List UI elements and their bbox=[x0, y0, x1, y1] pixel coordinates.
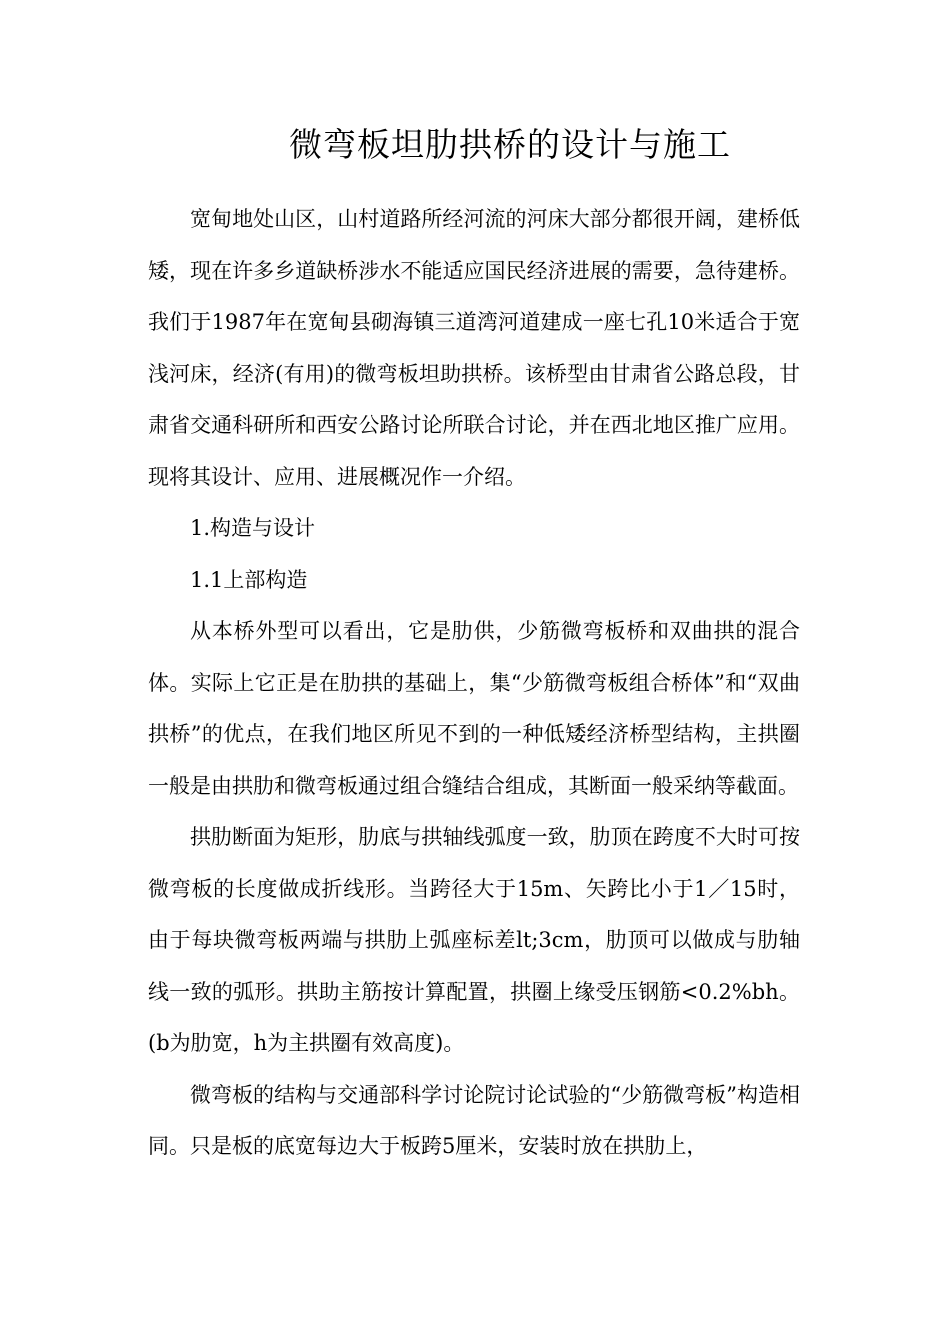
paragraph-micro-curved-slab: 微弯板的结构与交通部科学讨论院讨论试验的“少筋微弯板”构造相同。只是板的底宽每边大于板跨5厘米，安装时放在拱肋上， bbox=[148, 1082, 800, 1158]
document-title: 微弯板坦肋拱桥的设计与施工 bbox=[289, 125, 731, 164]
paragraph-bridge-form: 从本桥外型可以看出，它是肋供，少筋微弯板桥和双曲拱的混合体。实际上它正是在肋拱的基础上，集“少筋微弯板组合桥体”和“双曲拱桥”的优点，在我们地区所见不到的一种低矮经济桥型结构，主拱圈一般是由拱肋和微弯板通过组合缝结合组成，其断面一般采纳等截面。 bbox=[148, 619, 800, 798]
paragraph-arch-rib: 拱肋断面为矩形，肋底与拱轴线弧度一致，肋顶在跨度不大时可按微弯板的长度做成折线形。当跨径大于15m、矢跨比小于1／15时，由于每块微弯板两端与拱肋上弧座标差lt;3cm，肋顶可以做成与肋轴线一致的弧形。拱助主筋按计算配置，拱圈上缘受压钢筋<0.2%bh。(b为肋宽，h为主拱圈有效高度)。 bbox=[148, 825, 800, 1055]
subsection-heading-superstructure: 1.1上部构造 bbox=[190, 567, 308, 592]
document-body bbox=[148, 194, 800, 1173]
paragraph-intro: 宽甸地处山区，山村道路所经河流的河床大部分都很开阔，建桥低矮，现在许多乡道缺桥涉水不能适应国民经济进展的需要，急待建桥。我们于1987年在宽甸县砌海镇三道湾河道建成一座七孔10米适合于宽浅河床，经济(有用)的微弯板坦助拱桥。该桥型由甘肃省公路总段，甘肃省交通科研所和西安公路讨论所联合讨论，并在西北地区推广应用。现将其设计、应用、进展概况作一介绍。 bbox=[148, 207, 800, 489]
section-heading-structure-design: 1.构造与设计 bbox=[190, 516, 316, 540]
